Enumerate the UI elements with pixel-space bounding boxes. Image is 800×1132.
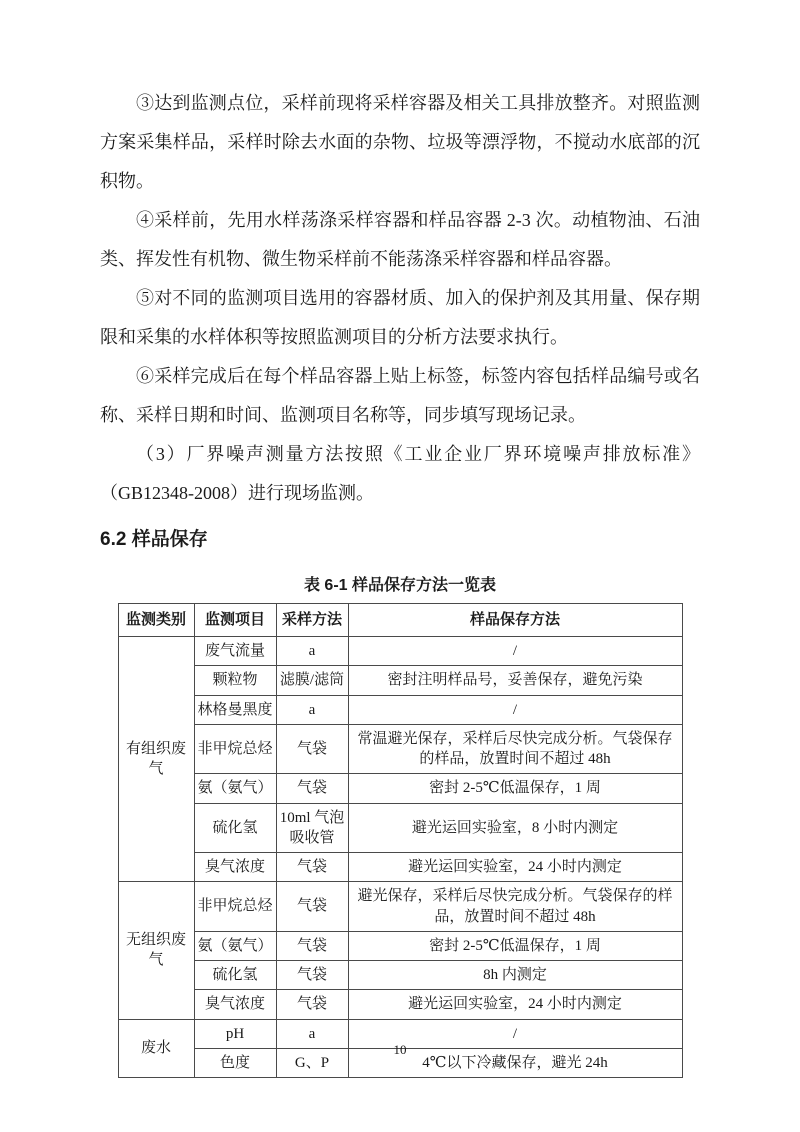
preservation-cell: / xyxy=(348,637,682,666)
table-row xyxy=(118,666,682,695)
table-row xyxy=(118,961,682,990)
preservation-cell: 避光运回实验室，24 小时内测定 xyxy=(348,990,682,1019)
preservation-cell: 避光运回实验室，8 小时内测定 xyxy=(348,803,682,853)
method-cell: 气袋 xyxy=(276,961,348,990)
table-header-row xyxy=(118,603,682,636)
body-paragraph: ⑥采样完成后在每个样品容器上贴上标签，标签内容包括样品编号或名称、采样日期和时间、监测项目名称等，同步填写现场记录。 xyxy=(100,366,700,425)
item-cell: 废气流量 xyxy=(194,637,276,666)
item-cell: 硫化氢 xyxy=(194,961,276,990)
page-number: 10 xyxy=(393,1042,407,1057)
preservation-cell: 4℃以下冷藏保存，避光 24h xyxy=(348,1048,682,1077)
method-cell: 气袋 xyxy=(276,882,348,932)
method-cell: 气袋 xyxy=(276,853,348,882)
item-cell: 非甲烷总烃 xyxy=(194,882,276,932)
preservation-cell: 密封 2-5℃低温保存，1 周 xyxy=(348,774,682,803)
preservation-cell: / xyxy=(348,695,682,724)
table-row xyxy=(118,774,682,803)
table-row xyxy=(118,695,682,724)
item-cell: 林格曼黑度 xyxy=(194,695,276,724)
item-cell: 臭气浓度 xyxy=(194,853,276,882)
item-cell: 臭气浓度 xyxy=(194,990,276,1019)
table-row xyxy=(118,931,682,960)
preservation-cell: 避光运回实验室，24 小时内测定 xyxy=(348,853,682,882)
body-paragraph: ③达到监测点位，采样前现将采样容器及相关工具排放整齐。对照监测方案采集样品，采样时除去水面的杂物、垃圾等漂浮物，不搅动水底部的沉积物。 xyxy=(100,93,700,191)
page-content xyxy=(100,0,700,1078)
preservation-cell: 密封 2-5℃低温保存，1 周 xyxy=(348,931,682,960)
table-row xyxy=(118,990,682,1019)
method-cell: a xyxy=(276,695,348,724)
method-cell: 气袋 xyxy=(276,931,348,960)
method-cell: 气袋 xyxy=(276,724,348,774)
preservation-cell: 8h 内测定 xyxy=(348,961,682,990)
table-row xyxy=(118,853,682,882)
sample-preservation-table xyxy=(118,603,683,1078)
item-cell: 硫化氢 xyxy=(194,803,276,853)
method-cell: 10ml 气泡吸收管 xyxy=(276,803,348,853)
column-header: 样品保存方法 xyxy=(348,603,682,636)
body-paragraph: ⑤对不同的监测项目选用的容器材质、加入的保护剂及其用量、保存期限和采集的水样体积等按照监测项目的分析方法要求执行。 xyxy=(100,288,700,347)
table-caption: 表 6-1 样品保存方法一览表 xyxy=(303,576,497,594)
body-paragraph: ④采样前，先用水样荡涤采样容器和样品容器 2-3 次。动植物油、石油类、挥发性有机物、微生物采样前不能荡涤采样容器和样品容器。 xyxy=(100,210,700,269)
item-cell: pH xyxy=(194,1019,276,1048)
method-cell: 气袋 xyxy=(276,774,348,803)
table-row xyxy=(118,803,682,853)
preservation-cell: 密封注明样品号，妥善保存，避免污染 xyxy=(348,666,682,695)
preservation-cell: 避光保存，采样后尽快完成分析。气袋保存的样品，放置时间不超过 48h xyxy=(348,882,682,932)
table-row xyxy=(118,724,682,774)
preservation-cell: 常温避光保存，采样后尽快完成分析。气袋保存的样品，放置时间不超过 48h xyxy=(348,724,682,774)
item-cell: 氨（氨气） xyxy=(194,774,276,803)
table-row xyxy=(118,637,682,666)
item-cell: 非甲烷总烃 xyxy=(194,724,276,774)
category-cell: 废水 xyxy=(118,1019,194,1078)
method-cell: G、P xyxy=(276,1048,348,1077)
category-cell: 有组织废气 xyxy=(118,637,194,882)
section-heading: 6.2 样品保存 xyxy=(100,529,208,550)
item-cell: 色度 xyxy=(194,1048,276,1077)
method-cell: a xyxy=(276,637,348,666)
column-header: 监测项目 xyxy=(194,603,276,636)
category-cell: 无组织废气 xyxy=(118,882,194,1019)
column-header: 监测类别 xyxy=(118,603,194,636)
item-cell: 颗粒物 xyxy=(194,666,276,695)
method-cell: a xyxy=(276,1019,348,1048)
method-cell: 滤膜/滤筒 xyxy=(276,666,348,695)
table-row xyxy=(118,882,682,932)
item-cell: 氨（氨气） xyxy=(194,931,276,960)
body-paragraph: （3）厂界噪声测量方法按照《工业企业厂界环境噪声排放标准》（GB12348-2008）进行现场监测。 xyxy=(100,444,700,503)
column-header: 采样方法 xyxy=(276,603,348,636)
method-cell: 气袋 xyxy=(276,990,348,1019)
preservation-cell: / xyxy=(348,1019,682,1048)
